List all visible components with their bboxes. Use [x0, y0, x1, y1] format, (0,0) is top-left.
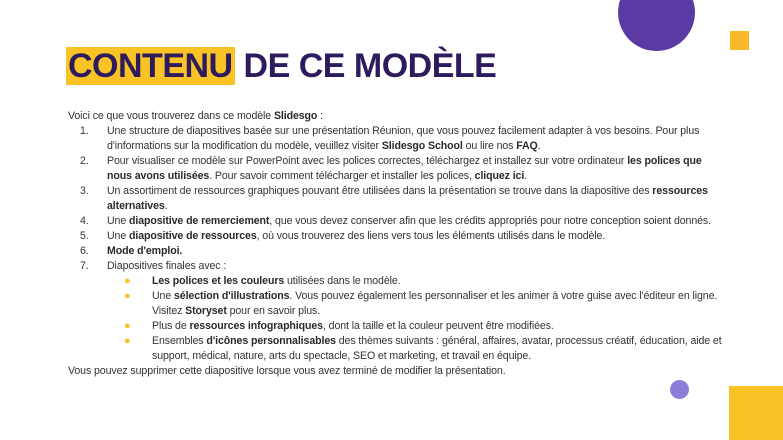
- bold-text: sélection d'illustrations: [173, 290, 290, 302]
- text-run: Un assortiment de ressources graphiques pouvant être utilisées dans la présentation se trouve dans la diapositive des: [107, 185, 653, 197]
- text-run: pour en savoir plus.: [226, 305, 321, 317]
- yellow-square-decoration: [730, 31, 749, 50]
- text-run: , où vous trouverez des liens vers tous les éléments utilisés dans le modèle.: [256, 230, 606, 242]
- numbered-list: [68, 124, 728, 274]
- bold-text: ressources alternatives: [107, 185, 708, 212]
- list-item: [68, 184, 728, 214]
- text-run: des thèmes suivants : général, affaires, avatar, processus créatif, éducation, aide et support, médical, nature, arts du spectacle, SEO et marketing, et travail en équipe.: [152, 335, 722, 362]
- list-number: 2.: [80, 155, 89, 167]
- lilac-circle-decoration: [670, 380, 689, 399]
- text-run: , dont la taille et la couleur peuvent être modifiées.: [322, 320, 554, 332]
- text-run: utilisées dans le modèle.: [284, 275, 401, 287]
- intro-text: [68, 109, 728, 124]
- outro-text: Vous pouvez supprimer cette diapositive lorsque vous avez terminé de modifier la présentation.: [68, 365, 506, 377]
- list-item: [68, 244, 728, 259]
- list-number: 5.: [80, 230, 89, 242]
- page-title: [68, 44, 496, 88]
- bold-text: diapositive de remerciement: [128, 215, 270, 227]
- text-run: . Vous pouvez également les personnaliser et les animer à votre guise avec l'éditeur en ligne. Visitez: [152, 290, 718, 317]
- intro-end: :: [317, 110, 323, 122]
- text-run: Une: [107, 230, 129, 242]
- sub-list-item: [68, 319, 728, 334]
- list-number: 4.: [80, 215, 89, 227]
- bold-text: Slidesgo School: [381, 140, 463, 152]
- bullet-dot-icon: ●: [124, 335, 131, 347]
- content-body: [68, 109, 728, 379]
- text-run: Diapositives finales avec :: [107, 260, 227, 272]
- text-run: Une: [107, 215, 129, 227]
- purple-circle-decoration: [618, 0, 695, 51]
- text-run: Ensembles: [152, 335, 207, 347]
- bold-text: Les polices et les couleurs: [152, 275, 285, 287]
- list-item: [68, 154, 728, 184]
- yellow-block-decoration: [729, 386, 783, 440]
- bold-text: Mode d'emploi.: [107, 245, 183, 257]
- bold-text: diapositive de ressources: [128, 230, 257, 242]
- list-item: [68, 214, 728, 229]
- list-number: 7.: [80, 260, 89, 272]
- intro-lead: Voici ce que vous trouverez dans ce modèle: [68, 110, 274, 122]
- sub-list-item: [68, 334, 728, 364]
- bold-text: cliquez ici: [474, 170, 525, 182]
- text-run: , que vous devez conserver afin que les crédits appropriés pour notre conception soient donnés.: [269, 215, 711, 227]
- text-run: . Pour savoir comment télécharger et installer les polices,: [209, 170, 475, 182]
- sub-list-item: [68, 274, 728, 289]
- bold-text: Storyset: [185, 305, 227, 317]
- title-rest: DE CE MODÈLE: [234, 47, 497, 85]
- text-run: Pour visualiser ce modèle sur PowerPoint avec les polices correctes, téléchargez et installez sur votre ordinateur: [107, 155, 628, 167]
- title-highlight: CONTENU: [68, 47, 233, 85]
- list-item: [68, 124, 728, 154]
- bullet-list: [68, 274, 728, 364]
- bold-text: d'icônes personnalisables: [206, 335, 336, 347]
- bullet-dot-icon: ●: [124, 275, 131, 287]
- list-item: [68, 259, 728, 274]
- bullet-dot-icon: ●: [124, 290, 131, 302]
- list-number: 3.: [80, 185, 89, 197]
- brand-name: Slidesgo: [273, 110, 318, 122]
- text-run: Une structure de diapositives basée sur une présentation Réunion, que vous pouvez facilement adapter à vos besoins. Pour plus d'informations sur la modification du modèle, veuillez visiter: [107, 125, 700, 152]
- bullet-dot-icon: ●: [124, 320, 131, 332]
- list-number: 6.: [80, 245, 89, 257]
- text-run: Une: [152, 290, 174, 302]
- bold-text: ressources infographiques: [189, 320, 323, 332]
- list-number: 1.: [80, 125, 89, 137]
- bold-text: les polices que nous avons utilisées: [107, 155, 702, 182]
- sub-list-item: [68, 289, 728, 319]
- bold-text: FAQ: [516, 140, 538, 152]
- list-item: [68, 229, 728, 244]
- text-run: .: [537, 140, 541, 152]
- text-run: .: [164, 200, 168, 212]
- text-run: .: [524, 170, 528, 182]
- text-run: Plus de: [152, 320, 190, 332]
- text-run: ou lire nos: [462, 140, 517, 152]
